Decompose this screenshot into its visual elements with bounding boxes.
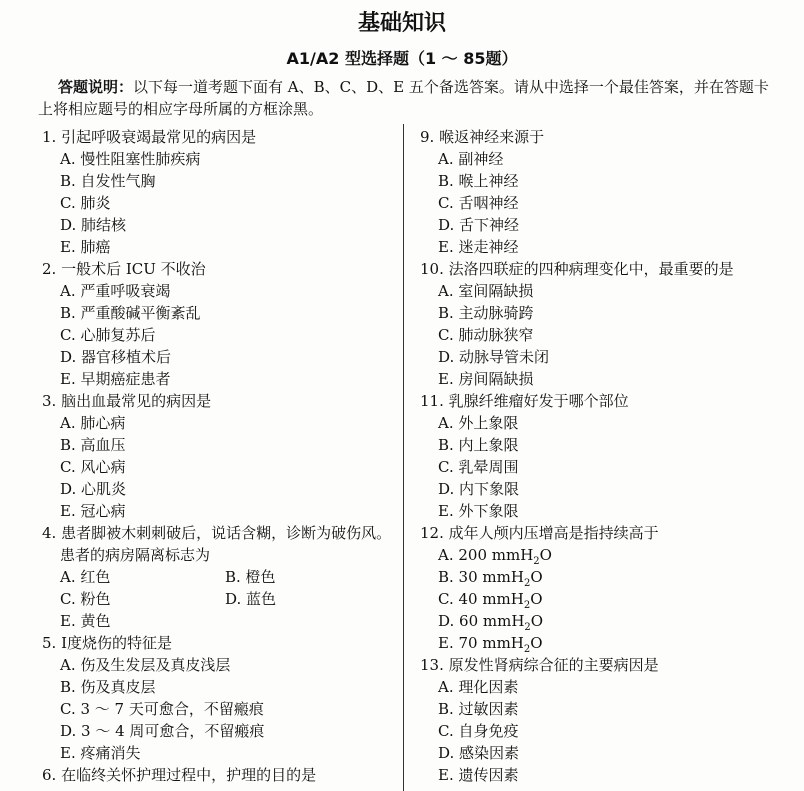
option-row [42, 588, 394, 610]
unit-suffix: O [539, 546, 552, 564]
option-a: A. 肺心病 [60, 414, 126, 432]
question-stem: 9. 喉返神经来源于 [420, 128, 545, 146]
option-c: C. 自身免疫 [438, 722, 519, 740]
question-3 [42, 390, 394, 522]
question-9 [420, 126, 790, 258]
option-b: B. 自发性气胸 [60, 172, 156, 190]
option-b [420, 566, 790, 588]
unit-subscript: 2 [524, 622, 531, 633]
option-d: D. 动脉导管未闭 [438, 348, 550, 366]
unit-suffix: O [530, 590, 543, 608]
option-d: D. 器官移植术后 [60, 348, 172, 366]
option-c: C. 3 ～ 7 天可愈合，不留瘢痕 [60, 700, 264, 718]
question-13 [420, 654, 790, 786]
option-a: A. 慢性阻塞性肺疾病 [60, 150, 201, 168]
option-c: C. 粉色 [60, 590, 111, 608]
option-d: D. 蓝色 [225, 590, 277, 608]
question-stem: 1. 引起呼吸衰竭最常见的病因是 [42, 128, 257, 146]
question-2 [42, 258, 394, 390]
option-e [420, 632, 790, 654]
option-e: E. 疼痛消失 [60, 744, 141, 762]
option-b: B. 过敏因素 [438, 700, 519, 718]
option-e: E. 遗传因素 [438, 766, 519, 784]
page-title: 基础知识 [357, 11, 446, 36]
unit-subscript: 2 [523, 644, 531, 655]
option-a: A. 红色 [60, 568, 111, 586]
option-c: C. 肺动脉狭窄 [438, 326, 534, 344]
instructions-label: 答题说明： [58, 78, 134, 96]
question-stem: 12. 成年人颅内压增高是指持续高于 [420, 524, 659, 542]
option-e: E. 肺癌 [60, 238, 111, 256]
option-b: B. 严重酸碱平衡紊乱 [60, 304, 201, 322]
option-a: A. 伤及生发层及真皮浅层 [60, 656, 231, 674]
option-a [420, 544, 790, 566]
option-e: E. 早期癌症患者 [60, 370, 171, 388]
unit-subscript: 2 [533, 556, 540, 567]
option-b: B. 伤及真皮层 [60, 678, 156, 696]
option-d: D. 心肌炎 [60, 480, 127, 498]
option-c: C. 乳晕周围 [438, 458, 519, 476]
section-subtitle: A1/A2 型选择题（1 ～ 85题） [286, 49, 518, 68]
option-c [420, 588, 790, 610]
option-d: D. 3 ～ 4 周可愈合，不留瘢痕 [60, 722, 265, 740]
option-text: D. 60 mmH [438, 612, 525, 630]
option-d: D. 舌下神经 [438, 216, 520, 234]
option-text: E. 70 mmH [438, 634, 524, 652]
option-b: B. 主动脉骑跨 [438, 304, 534, 322]
question-stem: 11. 乳腺纤维瘤好发于哪个部位 [420, 392, 629, 410]
instructions-text: 以下每一道考题下面有 A、B、C、D、E 五个备选答案。请从中选择一个最佳答案，并在答题卡上将相应题号的相应字母所属的方框涂黑。 [38, 78, 769, 118]
option-e: E. 冠心病 [60, 502, 126, 520]
unit-suffix: O [530, 612, 544, 630]
option-e: E. 黄色 [60, 612, 111, 630]
option-a: A. 副神经 [438, 150, 504, 168]
unit-suffix: O [530, 634, 543, 652]
option-c: C. 风心病 [60, 458, 126, 476]
option-e: E. 房间隔缺损 [438, 370, 534, 388]
option-c: C. 舌咽神经 [438, 194, 519, 212]
instructions [38, 76, 783, 120]
option-b: B. 高血压 [60, 436, 126, 454]
question-10 [420, 258, 790, 390]
unit-subscript: 2 [523, 578, 531, 589]
option-b: B. 内上象限 [438, 436, 519, 454]
option-text: C. 40 mmH [438, 590, 524, 608]
question-stem: 13. 原发性肾病综合征的主要病因是 [420, 656, 659, 674]
option-e: E. 外下象限 [438, 502, 519, 520]
question-stem: 10. 法洛四联症的四种病理变化中，最重要的是 [420, 260, 734, 278]
option-d: D. 肺结核 [60, 216, 127, 234]
option-a: A. 严重呼吸衰竭 [60, 282, 171, 300]
question-6 [42, 764, 394, 786]
option-d [420, 610, 790, 632]
question-stem: 5. Ⅰ度烧伤的特征是 [42, 634, 173, 652]
option-d: D. 感染因素 [438, 744, 520, 762]
option-b: B. 橙色 [225, 568, 276, 586]
option-row [42, 566, 394, 588]
left-column [42, 126, 394, 786]
unit-suffix: O [530, 568, 543, 586]
option-d: D. 内下象限 [438, 480, 520, 498]
option-a: A. 理化因素 [438, 678, 519, 696]
column-divider [403, 124, 404, 791]
option-text: B. 30 mmH [438, 568, 524, 586]
question-5 [42, 632, 394, 764]
option-c: C. 心肺复苏后 [60, 326, 156, 344]
question-stem: 2. 一般术后 ICU 不收治 [42, 260, 206, 278]
option-a: A. 室间隔缺损 [438, 282, 534, 300]
question-12 [420, 522, 790, 654]
option-c: C. 肺炎 [60, 194, 111, 212]
option-a: A. 外上象限 [438, 414, 519, 432]
option-e: E. 迷走神经 [438, 238, 519, 256]
question-4 [42, 522, 394, 632]
unit-subscript: 2 [523, 600, 531, 611]
right-column [420, 126, 790, 786]
question-stem: 3. 脑出血最常见的病因是 [42, 392, 212, 410]
question-11 [420, 390, 790, 522]
question-1 [42, 126, 394, 258]
question-stem: 4. 患者脚被木刺刺破后，说话含糊，诊断为破伤风。患者的病房隔离标志为 [42, 524, 392, 564]
option-text: A. 200 mmH [438, 546, 534, 564]
option-b: B. 喉上神经 [438, 172, 519, 190]
question-stem: 6. 在临终关怀护理过程中，护理的目的是 [42, 766, 317, 784]
